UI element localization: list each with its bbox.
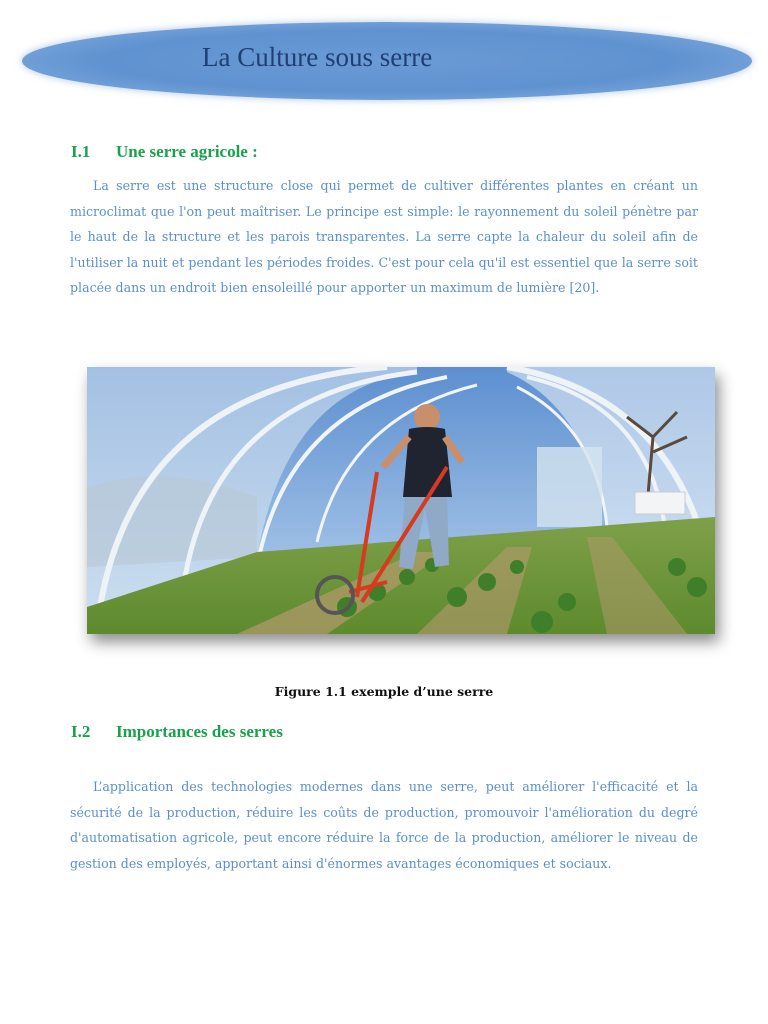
figure-caption: Figure 1.1 exemple d’une serre (274, 684, 494, 699)
section-heading-1 (71, 142, 258, 162)
section-title-2: Importances des serres (116, 722, 283, 741)
greenhouse-photo (87, 367, 715, 634)
section-number-1: I.1 (71, 142, 91, 161)
greenhouse-illustration (87, 367, 715, 634)
section-paragraph-1: La serre est une structure close qui permet de cultiver différentes plantes en créant un microclimat que l'on peut maîtriser. Le principe est simple: le rayonnement du soleil pénètre par le haut de la structure et les parois transparentes. La serre capte la chaleur du soleil afin de l'utiliser la nuit et pendant les périodes froides. C'est pour cela qu'il est essentiel que la serre soit placée dans un endroit bien ensoleillé pour apporter un maximum de lumière [20]. (70, 178, 698, 296)
section-title-1: Une serre agricole : (116, 142, 258, 161)
section-heading-2 (71, 722, 283, 742)
section-paragraph-2: L’application des technologies modernes dans une serre, peut améliorer l'efficacité et la sécurité de la production, réduire les coûts de production, promouvoir l'amélioration du degré d'automatisation agricole, peut encore réduire la force de la production, améliorer le niveau de gestion des employés, apportant ainsi d'énormes avantages économiques et sociaux. (70, 779, 698, 871)
page-title: La Culture sous serre (202, 42, 433, 72)
section-number-2: I.2 (71, 722, 91, 741)
